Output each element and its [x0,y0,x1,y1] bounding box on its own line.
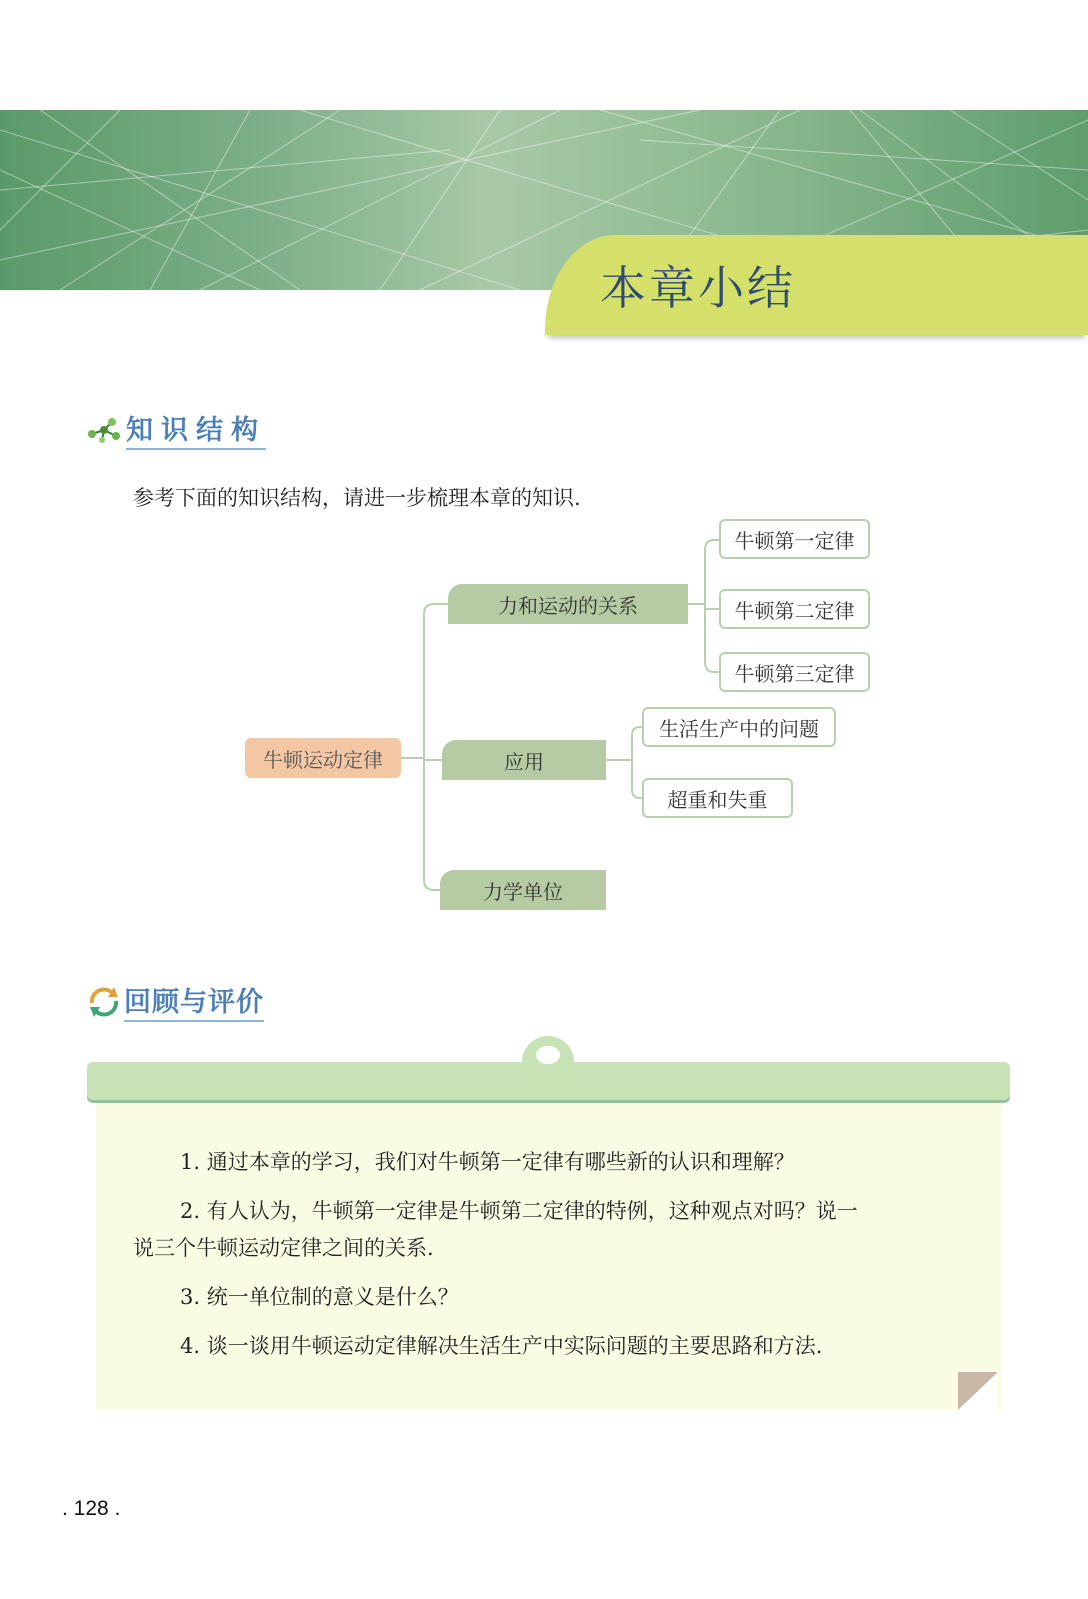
review-evaluation-title: 回顾与评价 [124,980,264,1022]
mindmap-branch-force-motion: 力和运动的关系 [448,584,688,624]
review-evaluation-heading [86,980,264,1022]
review-question-4: 4. 谈一谈用牛顿运动定律解决生活生产中实际问题的主要思路和方法. [180,1334,823,1358]
knowledge-intro-text: 参考下面的知识结构，请进一步梳理本章的知识. [133,486,581,510]
page-curl-cutout [958,1372,998,1410]
mindmap-leaf-first-law: 牛顿第一定律 [719,519,870,559]
mindmap-root-node: 牛顿运动定律 [245,738,401,778]
mindmap-leaf-overweight: 超重和失重 [642,778,793,818]
mindmap-leaf-third-law: 牛顿第三定律 [719,652,870,692]
review-question-2-line-2: 说三个牛顿运动定律之间的关系. [133,1236,434,1260]
knowledge-structure-title: 知识结构 [126,408,266,450]
mindmap-branch-application: 应用 [442,740,606,780]
mindmap-leaf-second-law: 牛顿第二定律 [719,589,870,629]
cycle-arrows-icon [86,983,122,1019]
page-number: . 128 . [62,1497,121,1520]
chapter-title: 本章小结 [600,261,796,315]
review-question-3: 3. 统一单位制的意义是什么？ [180,1285,459,1309]
review-question-2-line-1: 2. 有人认为，牛顿第一定律是牛顿第二定律的特例，这种观点对吗？说一 [180,1199,858,1223]
mindmap-branch-units: 力学单位 [440,870,606,910]
review-question-1: 1. 通过本章的学习，我们对牛顿第一定律有哪些新的认识和理解？ [180,1150,795,1174]
review-panel-tab-hole [536,1046,560,1064]
mindmap-leaf-daily-problems: 生活生产中的问题 [642,707,836,747]
